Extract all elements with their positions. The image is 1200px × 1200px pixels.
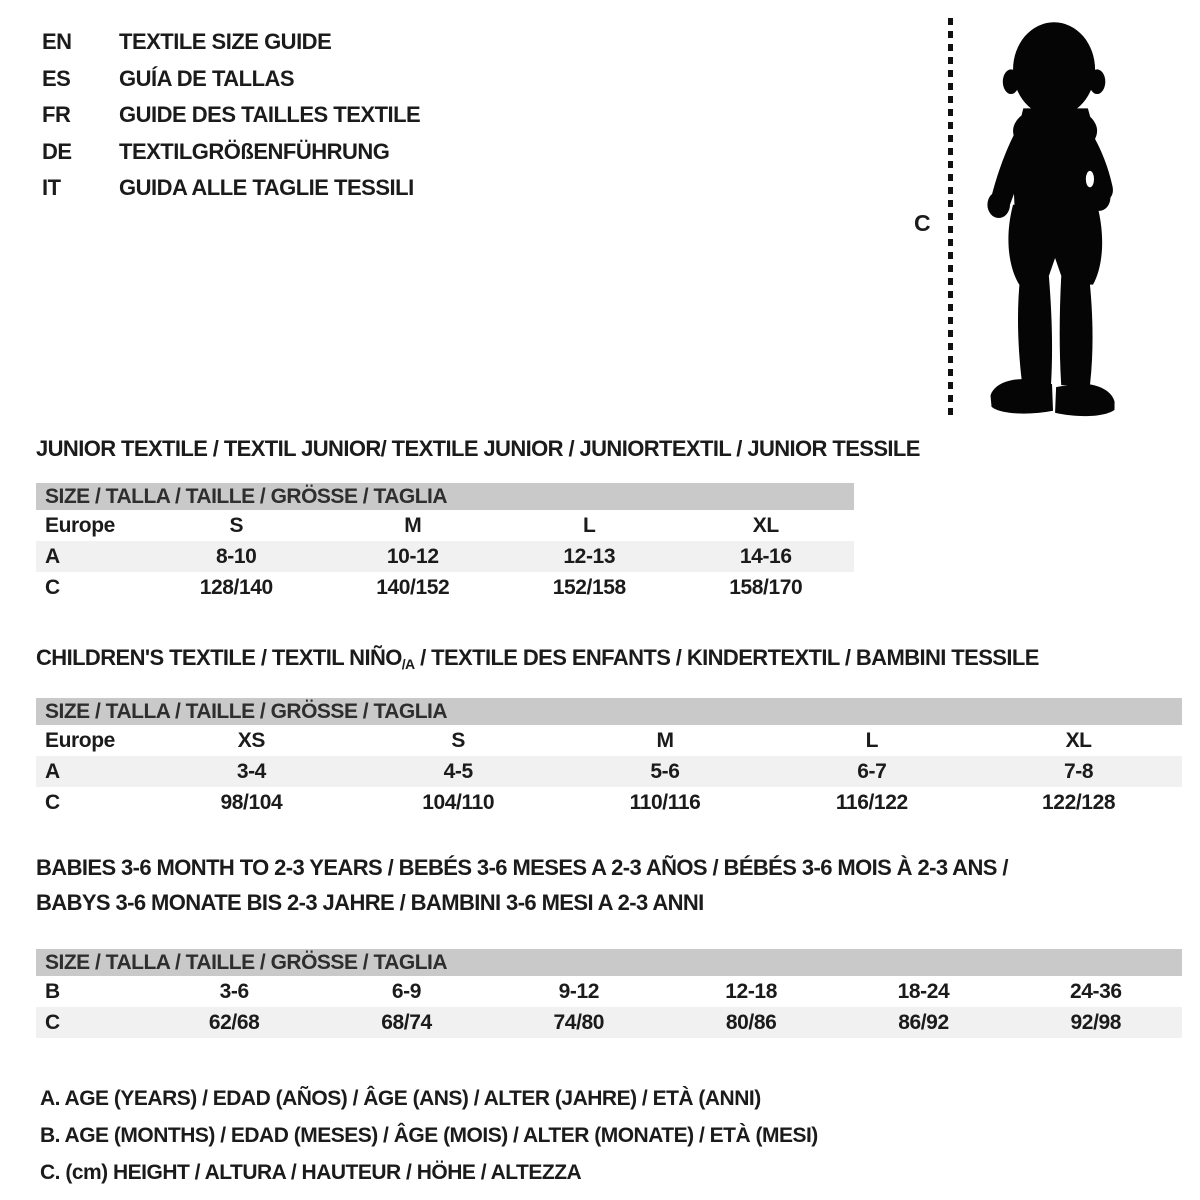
size-cell: 3-4 xyxy=(236,759,266,783)
size-cell: S xyxy=(451,728,465,752)
language-title: TEXTILE SIZE GUIDE xyxy=(119,29,332,55)
footnote-c: C. (cm) HEIGHT / ALTURA / HAUTEUR / HÖHE / ALTEZZA xyxy=(40,1161,582,1184)
language-code: DE xyxy=(42,138,72,164)
junior-section xyxy=(36,436,1200,603)
language-code: ES xyxy=(42,65,71,91)
size-cell: 86/92 xyxy=(898,1010,949,1034)
language-row-es xyxy=(42,61,420,98)
table-row xyxy=(36,572,854,603)
row-label-cell: Europe xyxy=(45,513,115,537)
size-cell: 6-7 xyxy=(857,759,887,783)
size-cell: 18-24 xyxy=(897,979,950,1003)
table-row xyxy=(36,541,854,572)
language-title: GUÍA DE TALLAS xyxy=(119,65,295,91)
row-label-cell: C xyxy=(45,1010,60,1034)
size-cell: 5-6 xyxy=(650,759,680,783)
legend xyxy=(40,1080,1200,1191)
language-code: IT xyxy=(42,175,61,201)
size-cell: 14-16 xyxy=(739,544,792,568)
row-label-cell: B xyxy=(45,979,60,1003)
junior-section-title: JUNIOR TEXTILE / TEXTIL JUNIOR/ TEXTILE JUNIOR / JUNIORTEXTIL / JUNIOR TESSILE xyxy=(36,436,920,461)
row-label-cell: C xyxy=(45,575,60,599)
size-cell: 4-5 xyxy=(443,759,473,783)
size-cell: 3-6 xyxy=(219,979,249,1003)
row-label-cell: A xyxy=(45,759,60,783)
children-size-header-bar: SIZE / TALLA / TAILLE / GRÖSSE / TAGLIA xyxy=(36,698,1182,725)
table-row xyxy=(36,725,1182,756)
babies-size-table xyxy=(36,949,1182,1038)
toddler-silhouette-icon xyxy=(963,12,1141,422)
size-cell: 9-12 xyxy=(558,979,600,1003)
children-size-table xyxy=(36,698,1182,818)
size-cell: 7-8 xyxy=(1064,759,1094,783)
size-cell: 104/110 xyxy=(422,790,495,814)
footnote-b: B. AGE (MONTHS) / EDAD (MESES) / ÂGE (MOIS) / ALTER (MONATE) / ETÀ (MESI) xyxy=(40,1124,818,1147)
language-row-de xyxy=(42,134,420,171)
size-cell: 6-9 xyxy=(391,979,422,1003)
language-row-fr xyxy=(42,97,420,134)
size-cell: 158/170 xyxy=(729,575,803,599)
language-title: GUIDE DES TAILLES TEXTILE xyxy=(119,102,421,128)
language-row-en xyxy=(42,24,420,61)
footnote-a: A. AGE (YEARS) / EDAD (AÑOS) / ÂGE (ANS) / ALTER (JAHRE) / ETÀ (ANNI) xyxy=(40,1087,761,1110)
table-row xyxy=(36,510,854,541)
table-row xyxy=(36,976,1182,1007)
size-cell: XL xyxy=(752,513,779,537)
size-cell: 152/158 xyxy=(552,575,626,599)
size-cell: 62/68 xyxy=(208,1010,260,1034)
size-cell: 128/140 xyxy=(199,575,273,599)
language-title: TEXTILGRÖßENFÜHRUNG xyxy=(119,138,390,164)
children-title-pre: CHILDREN'S TEXTILE / TEXTIL NIÑO xyxy=(36,645,402,670)
junior-size-header-bar: SIZE / TALLA / TAILLE / GRÖSSE / TAGLIA xyxy=(36,483,854,510)
babies-size-header-bar: SIZE / TALLA / TAILLE / GRÖSSE / TAGLIA xyxy=(36,949,1182,976)
header xyxy=(0,0,1200,432)
size-cell: 74/80 xyxy=(553,1010,605,1034)
size-cell: XS xyxy=(237,728,265,752)
size-cell: 80/86 xyxy=(725,1010,777,1034)
height-measure-dashed-line xyxy=(948,18,953,416)
size-cell: L xyxy=(865,728,878,752)
table-row xyxy=(36,1007,1182,1038)
babies-title-line2: BABYS 3-6 MONATE BIS 2-3 JAHRE / BAMBINI 3-6 MESI A 2-3 ANNI xyxy=(36,890,704,915)
size-cell: M xyxy=(656,728,674,752)
size-cell: 10-12 xyxy=(386,544,439,568)
size-cell: 92/98 xyxy=(1070,1010,1122,1034)
size-cell: 116/122 xyxy=(835,790,908,814)
junior-size-table xyxy=(36,483,854,603)
row-label-cell: C xyxy=(45,790,60,814)
children-title-post: / TEXTILE DES ENFANTS / KINDERTEXTIL / BAMBINI TESSILE xyxy=(414,645,1039,670)
size-cell: 12-18 xyxy=(725,979,777,1003)
row-label-cell: Europe xyxy=(45,728,115,752)
babies-section xyxy=(36,850,1200,1038)
row-label-cell: A xyxy=(45,544,60,568)
size-cell: 140/152 xyxy=(376,575,450,599)
language-row-it xyxy=(42,170,420,207)
children-title-sub: /A xyxy=(401,656,415,672)
size-cell: 98/104 xyxy=(220,790,283,814)
children-section xyxy=(36,645,1200,818)
babies-section-title xyxy=(36,850,1200,920)
table-row xyxy=(36,756,1182,787)
size-cell: XL xyxy=(1065,728,1092,752)
size-cell: 68/74 xyxy=(381,1010,432,1034)
language-title-list xyxy=(42,24,420,207)
size-cell: 8-10 xyxy=(216,544,257,568)
language-code: EN xyxy=(42,29,72,55)
language-code: FR xyxy=(42,102,71,128)
size-cell: 110/116 xyxy=(629,790,701,814)
size-cell: L xyxy=(583,513,596,537)
babies-title-line1: BABIES 3-6 MONTH TO 2-3 YEARS / BEBÉS 3-6 MESES A 2-3 AÑOS / BÉBÉS 3-6 MOIS À 2-3 ANS / xyxy=(36,855,1008,880)
height-measure-label-c: C xyxy=(914,210,931,236)
language-title: GUIDA ALLE TAGLIE TESSILI xyxy=(119,175,414,201)
table-row xyxy=(36,787,1182,818)
size-cell: S xyxy=(229,513,244,537)
children-section-title xyxy=(36,645,1200,677)
size-cell: 122/128 xyxy=(1042,790,1116,814)
size-cell: 12-13 xyxy=(563,544,616,568)
size-cell: 24-36 xyxy=(1069,979,1122,1003)
size-cell: M xyxy=(404,513,422,537)
